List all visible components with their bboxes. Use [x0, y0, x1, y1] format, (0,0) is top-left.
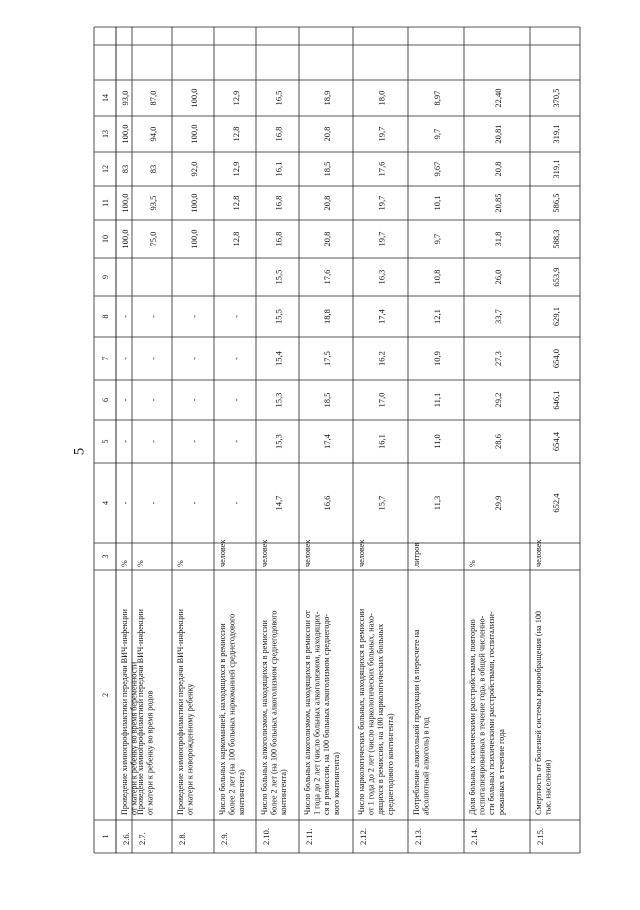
value-cell: 20,8 — [322, 195, 332, 211]
value-cell: 10,9 — [432, 351, 442, 366]
value-cell: 16,8 — [273, 195, 284, 211]
row-number: 2.14. — [469, 828, 479, 845]
value-cell: - — [231, 315, 241, 318]
row-number: 2.7. — [137, 832, 147, 845]
row-description: Смертность от болезней системы кровообращения (на 100 — [534, 610, 543, 815]
row-description: контингента) — [279, 769, 289, 815]
value-cell: 14,7 — [273, 495, 284, 511]
value-cell: 75,0 — [148, 231, 158, 247]
value-cell: 9,7 — [432, 128, 442, 140]
value-cell: 12,8 — [231, 195, 241, 211]
value-cell: 29,9 — [493, 495, 503, 511]
value-cell: 18,5 — [322, 392, 332, 408]
row-unit: % — [468, 560, 477, 567]
row-number: 2.13. — [413, 828, 423, 845]
row-description: Число наркологических больных, находящихся в ремиссии — [357, 608, 366, 815]
value-cell: 20,8 — [322, 126, 332, 142]
value-cell: 646,1 — [551, 390, 561, 410]
value-cell: 19,7 — [376, 126, 387, 142]
header-cell: 10 — [101, 235, 110, 243]
value-cell: - — [148, 315, 158, 318]
value-cell: 319,1 — [551, 124, 561, 144]
value-cell: 16,1 — [376, 434, 387, 449]
value-cell: 319,1 — [551, 159, 561, 179]
value-cell: - — [120, 357, 130, 360]
row-description: от матери к ребенку во время родов — [145, 690, 155, 815]
row-unit: человек — [303, 539, 312, 567]
value-cell: 16,2 — [376, 351, 387, 366]
value-cell: - — [120, 398, 130, 402]
row-description: Доля больных психическими расстройствами, повторно — [468, 619, 477, 815]
header-cell: 12 — [101, 165, 110, 173]
value-cell: 27,3 — [493, 351, 503, 366]
value-cell: 12,9 — [231, 161, 241, 177]
table-grid — [94, 27, 580, 853]
value-cell: 16,3 — [376, 269, 387, 285]
value-cell: 100,0 — [189, 124, 199, 144]
header-cell: 9 — [101, 275, 110, 279]
value-cell: 17,0 — [376, 392, 387, 408]
row-number: 2.6. — [121, 832, 131, 845]
value-cell: 20,8 — [493, 161, 503, 177]
value-cell: - — [120, 440, 130, 443]
value-cell: 100,0 — [189, 88, 199, 108]
value-cell: 17,4 — [322, 434, 332, 449]
header-cell: 8 — [101, 314, 110, 319]
row-unit: % — [176, 560, 185, 567]
value-cell: 17,6 — [322, 269, 332, 285]
value-cell: 12,8 — [231, 231, 241, 247]
value-cell: 652,4 — [551, 493, 561, 513]
value-cell: 18,5 — [322, 161, 332, 177]
header-cell: 14 — [101, 94, 110, 102]
header-cell: 11 — [101, 199, 110, 207]
value-cell: 20,8 — [322, 231, 332, 247]
row-number: 2.11. — [304, 828, 314, 845]
row-description: Число больных наркоманией, находящихся в ремиссии — [218, 623, 227, 815]
row-description: 1 года до 2 лет (число больных алкоголизмом, находящих- — [312, 611, 322, 815]
row-number: 2.10. — [261, 828, 271, 845]
value-cell: 15,7 — [376, 495, 387, 511]
value-cell: 17,4 — [376, 309, 387, 324]
value-cell: 11,1 — [432, 392, 442, 408]
value-cell: 93,5 — [148, 195, 158, 211]
row-description: контингента) — [237, 769, 247, 815]
value-cell: 629,1 — [551, 306, 561, 327]
row-description: вого контингента) — [331, 752, 341, 815]
row-number: 2.8. — [177, 832, 187, 845]
value-cell: 9,7 — [432, 233, 442, 245]
value-cell: 100,0 — [120, 193, 130, 213]
value-cell: 22,40 — [493, 88, 503, 108]
row-description: Потребление алкогольной продукции (в пересчете на — [412, 629, 421, 815]
row-unit: человек — [260, 539, 269, 567]
value-cell: 83 — [148, 164, 158, 174]
value-cell: 15,5 — [273, 309, 284, 324]
row-description: тыс. населения) — [543, 759, 553, 815]
value-cell: - — [189, 315, 199, 318]
value-cell: 93,0 — [120, 90, 130, 106]
row-description: Проведение химиопрофилактики передачи ВИЧ-инфекции — [176, 609, 185, 815]
value-cell: 100,0 — [120, 124, 130, 144]
row-description: Число больных алкоголизмом, находящихся в ремиссии — [260, 620, 269, 815]
value-cell: 15,3 — [273, 434, 284, 449]
value-cell: 12,9 — [231, 90, 241, 106]
value-cell: - — [231, 440, 241, 443]
row-description: от матери к ребенку во время беременности — [129, 661, 139, 815]
value-cell: 12,1 — [432, 309, 442, 324]
value-cell: 100,0 — [189, 193, 199, 213]
value-cell: - — [148, 440, 158, 443]
value-cell: - — [148, 357, 158, 360]
row-number: 2.12. — [358, 828, 368, 845]
row-description: более 2 лет (на 100 больных наркоманией среднегодового — [227, 613, 237, 815]
header-cell: 7 — [101, 356, 110, 361]
value-cell: 16,6 — [322, 495, 332, 511]
value-cell: 100,0 — [189, 229, 199, 249]
row-unit: человек — [357, 539, 366, 567]
page-number: 5 — [71, 447, 88, 456]
row-description: абсолютный алкоголь) в год — [421, 717, 431, 815]
value-cell: - — [189, 357, 199, 360]
value-cell: 16,5 — [273, 90, 284, 106]
value-cell: 20,85 — [493, 193, 503, 213]
row-description: сти больных психическими расстройствами, госпитализи- — [487, 611, 497, 815]
value-cell: 12,8 — [231, 126, 241, 142]
value-cell: - — [189, 398, 199, 402]
value-cell: 18,9 — [322, 90, 332, 106]
value-cell: 16,8 — [273, 231, 284, 247]
row-unit: человек — [218, 539, 227, 567]
row-unit: % — [136, 560, 145, 567]
value-cell: - — [231, 357, 241, 360]
value-cell: - — [231, 501, 241, 505]
row-description: дящихся в ремиссии, на 100 наркологических больных — [376, 623, 386, 815]
row-unit: литров — [412, 542, 421, 567]
value-cell: 370,5 — [551, 88, 561, 108]
value-cell: 16,1 — [273, 161, 284, 177]
header-cell: 13 — [101, 130, 110, 138]
value-cell: 17,6 — [376, 161, 387, 177]
row-description: от 1 года до 2 лет (число наркологических больных, нахо- — [366, 613, 376, 815]
value-cell: 16,8 — [273, 126, 284, 142]
value-cell: 15,4 — [273, 351, 284, 366]
value-cell: 20,81 — [493, 124, 503, 144]
value-cell: 100,0 — [120, 229, 130, 249]
value-cell: 26,0 — [493, 269, 503, 285]
value-cell: 588,3 — [551, 229, 561, 249]
value-cell: 33,7 — [493, 309, 503, 324]
value-cell: 8,97 — [432, 90, 442, 106]
value-cell: 19,7 — [376, 195, 387, 211]
value-cell: - — [231, 398, 241, 402]
row-description: более 2 лет (на 100 больных алкоголизмом среднегодового — [269, 610, 279, 815]
row-description: Проведение химиопрофилактики передачи ВИЧ-инфекции — [120, 609, 129, 815]
value-cell: 10,1 — [432, 195, 442, 211]
header-cell: 5 — [101, 439, 110, 444]
row-unit: % — [120, 560, 129, 567]
value-cell: 17,5 — [322, 351, 332, 366]
value-cell: 18,0 — [376, 90, 387, 106]
row-description: Число больных алкоголизмом, находящихся в ремиссии от — [303, 610, 312, 815]
value-cell: 11,3 — [432, 495, 442, 511]
header-cell: 4 — [101, 501, 110, 505]
value-cell: 92,0 — [189, 161, 199, 177]
value-cell: - — [148, 501, 158, 505]
row-description: Проведение химиопрофилактики передачи ВИЧ-инфекции — [136, 609, 145, 815]
value-cell: 94,0 — [148, 126, 158, 142]
value-cell: 15,5 — [273, 269, 284, 285]
value-cell: 10,8 — [432, 269, 442, 285]
value-cell: 18,8 — [322, 309, 332, 324]
value-cell: 654,4 — [551, 431, 561, 452]
header-cell: 3 — [101, 554, 110, 559]
header-cell: 2 — [101, 693, 110, 697]
row-unit: человек — [534, 539, 543, 567]
value-cell: 29,2 — [493, 392, 503, 408]
value-cell: 586,5 — [551, 193, 561, 213]
value-cell: 87,0 — [148, 90, 158, 106]
row-description: госпитализированных в течение года, в общей численно- — [477, 615, 487, 815]
value-cell: - — [120, 315, 130, 318]
value-cell: 11,0 — [432, 434, 442, 449]
row-number: 2.15. — [535, 828, 545, 845]
value-cell: 653,9 — [551, 267, 561, 287]
value-cell: 19,7 — [376, 231, 387, 247]
row-description: ся в ремиссии, на 100 больных алкоголизмом среднегодо- — [322, 613, 332, 815]
value-cell: 83 — [120, 164, 130, 174]
row-description: рованных в течение года — [496, 729, 506, 815]
row-number: 2.9. — [219, 832, 229, 845]
header-cell: 1 — [101, 834, 110, 839]
row-description: от матери к новорожденному ребенку — [185, 683, 195, 815]
value-cell: 31,8 — [493, 231, 503, 247]
header-cell: 6 — [101, 398, 110, 402]
value-cell: 28,6 — [493, 434, 503, 449]
value-cell: 15,3 — [273, 392, 284, 408]
value-cell: - — [189, 501, 199, 505]
row-description: среднегодового контингента) — [385, 713, 395, 815]
value-cell: - — [120, 501, 130, 505]
value-cell: - — [189, 440, 199, 443]
value-cell: - — [148, 398, 158, 402]
value-cell: 9,67 — [432, 161, 442, 177]
value-cell: 654,0 — [551, 348, 561, 369]
